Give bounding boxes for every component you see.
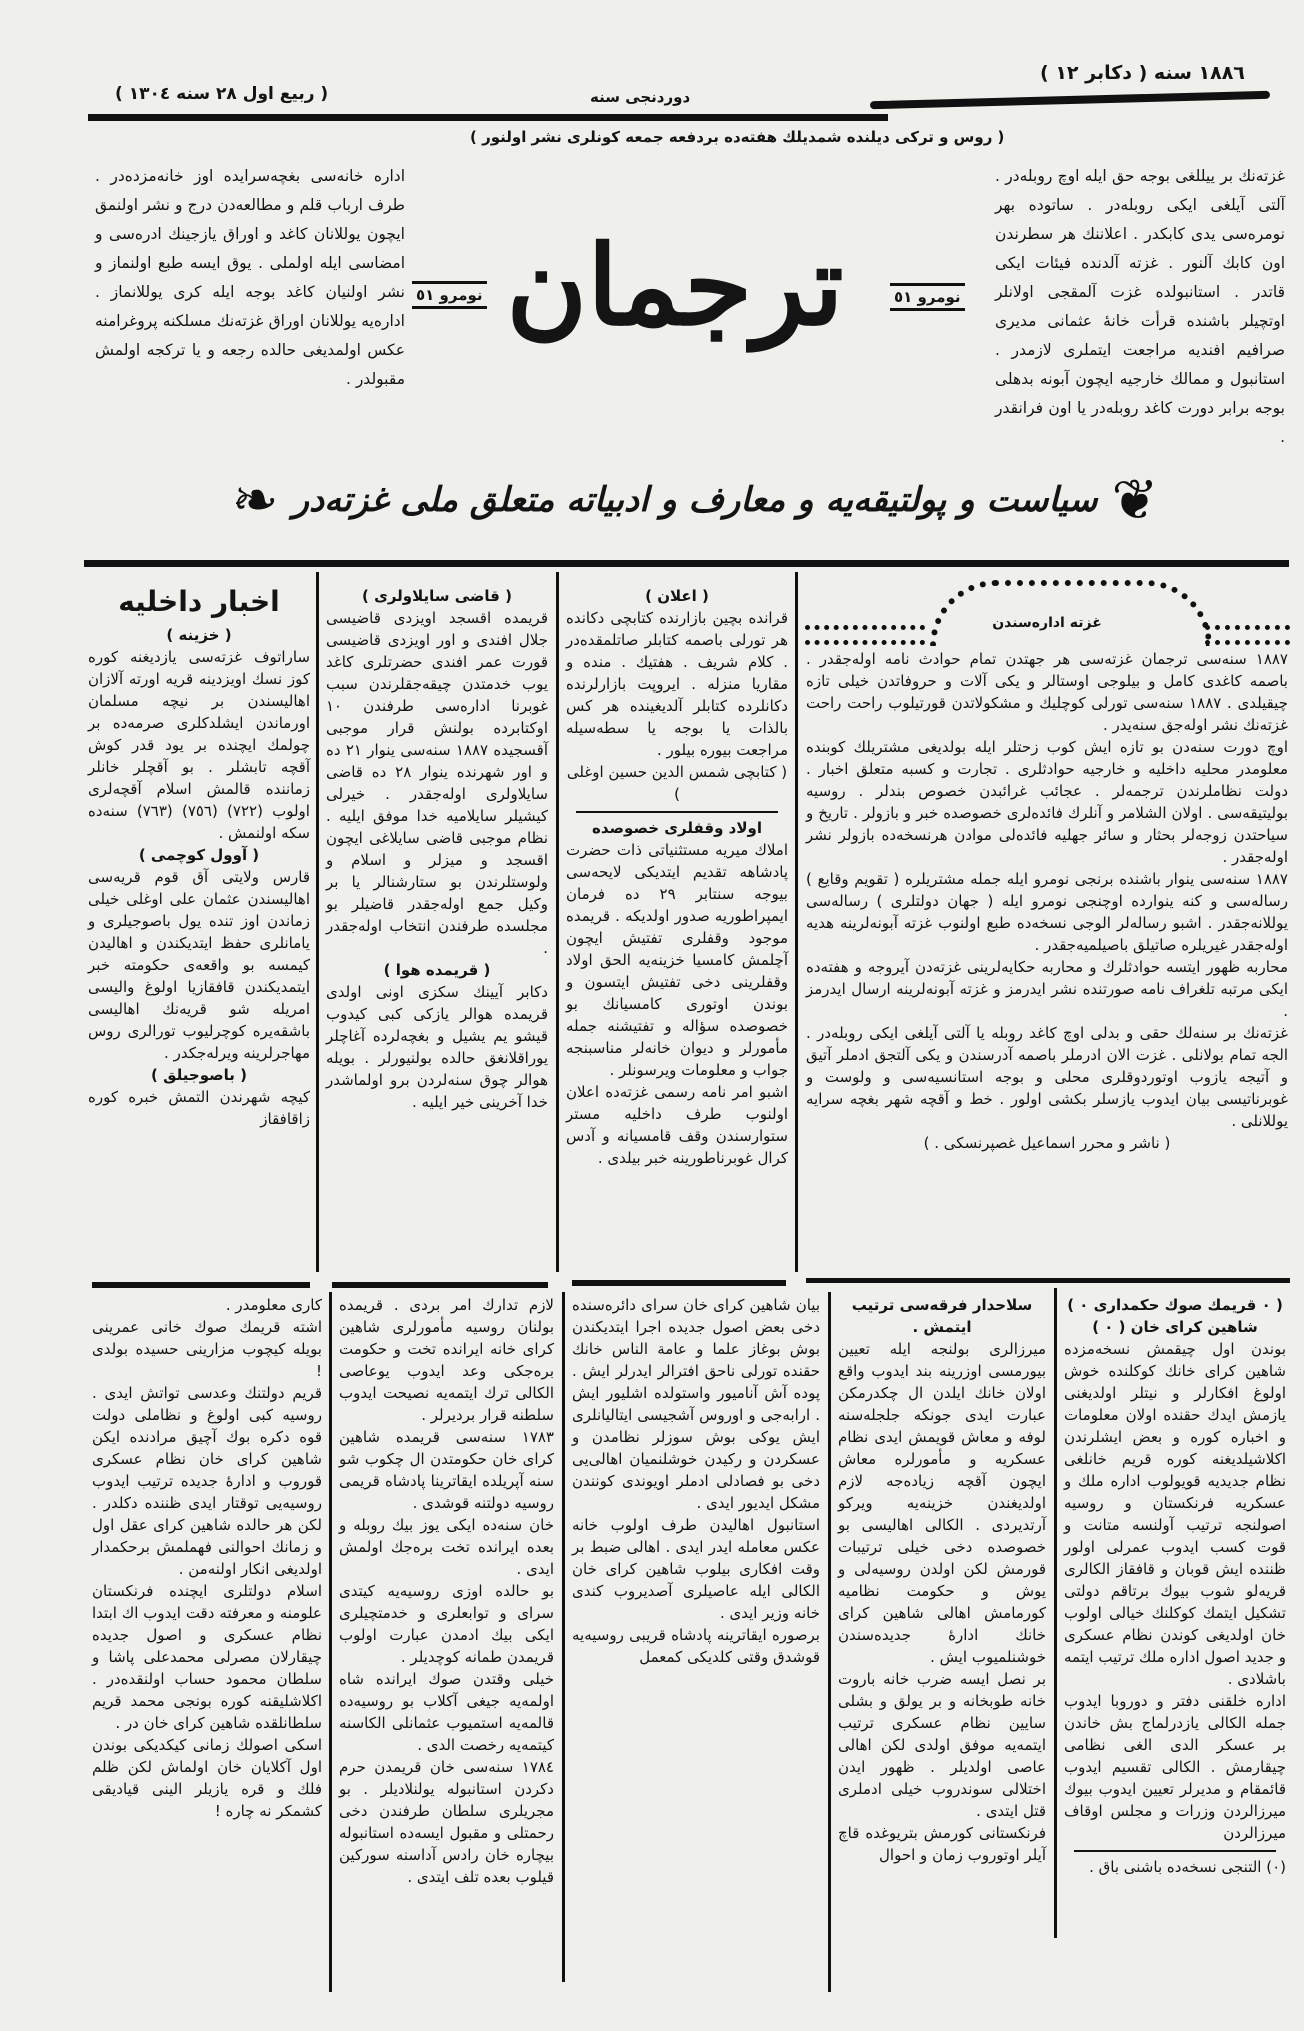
header-rule [88,114,888,121]
section-heading: ( ٠ قریمك صوك حکمداری ٠ ) [1067,1296,1283,1314]
article-paragraph: بوندن اول چیقمش نسخه‌مزده شاهین کرای خانك کوکلنده خوش اولوغ افکارلر و نیتلر اولدیغنی یازمش ایدك حقنده اولان معلومات و اخباره کوره و بعض ایشلرندن اکلاشیلدیغنه کوره قریم خانلغی نظام جدیدیه قویولوب اداره ملك و عسکریه فرنکستان و روسیه اصولنجه ترتیب آولنسه متانت و قوت کسب ایدوب عمرلی اولور ظننده ایش قوبان و قافقاز الکالری قریه‌لو شوب بیوك برتاقم دولتی تشکیل ایتمك کوکلنك خیالی اولوب خان اولدیغی کوندن نظام عسکری و جدید اصول اداره ملك ترتیب ایتمه باشلادی . [1064,1340,1286,1688]
left-info-box [95,162,405,394]
gregorian-date: ١٨٨٦ سنه ( دکابر ١٢ ) [1040,62,1245,84]
hijri-date: ( ربیع اول ٢٨ سنه ١٣٠٤ ) [115,84,329,104]
year-label: دوردنجی سنه [590,88,691,106]
column-announcement [566,585,788,1169]
paragraph-list [1064,1338,1286,1844]
masthead-rule [84,560,1289,567]
footnote-rule [1074,1850,1276,1852]
article-paragraph: خیلی وقتدن صوك ایرانده شاه اولمه‌یه جیغی آکلاب بو روسیه‌ده قالمه‌یه استمیوب عثمانلی الکاسنه کیتمه‌یه رخصت الدی . [339,1670,554,1754]
article-paragraph: برصوره ایقاترینه پادشاه قریبی روسیه‌یه قوشدق وقتی کلدیکی کمعمل [572,1626,820,1666]
divider [576,811,778,813]
article-paragraph: خان سنه‌ده ایکی یوز بیك روبله و بعده ایرانده تخت بره‌جك اولمش ایدی . [339,1516,554,1578]
newspaper-title: ترجمان [506,220,844,350]
issue-number-left: نومرو ٥١ [412,281,487,309]
article-paragraph: ١٧٨٣ سنه‌سی قریمده شاهین کرای خان حکومتدن ال چکوب شو سنه آپریلده ایقاترینا پادشاه قریمی روسیه دولتنه قوشدی . [339,1428,554,1512]
left-info-text: اداره خانه‌سی بغچه‌سرایده اوز خانه‌مزده‌در . طرف ارباب قلم و مطالعه‌دن درج و نشر اولنمق ایچون یوللانان کاغد و اوراق یازجینك ادره‌سی و امضاسی ایله اولملی . یوق ایسه طبع اولنماز و نشر اولنیان کاغد بوجه ایله کری یوللانماز . اداره‌یه یوللانان اوراق غزته‌نك مسلکنه پروغرامنه عکس اولمدیغی حالده رجعه و یا ترکجه اولمش مقبولدر . [95,167,405,388]
section-rule [332,1282,548,1288]
column-divider [828,1292,831,1992]
footnote: (٠) التنجی نسخه‌ده باشنی باق . [1089,1858,1286,1876]
article-paragraph: ١٨٨٧ سنه‌سی ینوار باشنده برنجی نومرو ایله جمله مشتریلره ( تقویم وقایع ) رساله‌سی و کنه ینوارده اوچنجی نومرو ایله ( جهان دولتلری ) رساله‌سی یوللانه‌جقدر . اشبو رساله‌لر الوجی نسخه‌ده طبع اولنوب غزته آبونه‌لرینه هدیه اوله‌جقدر غیریلره صاتیلق باصیلمیه‌جقدر . [806,870,1288,954]
subheading: ( خزینه ) [166,626,232,644]
section-heading: ( قاضی سایلاولری ) [362,587,512,605]
article-paragraph: محاربه ظهور ایتسه حوادثلرك و محاربه حکایه‌لرینی غزته‌دن آیروجه و هفته‌ده ایکی مرتبه تلغراف نامه صورتنده نشر ایدرمز و غزته آبونه‌لرینه ارسال ایدرمز . [806,958,1288,1020]
article-paragraph: اشبو امر نامه رسمی غزته‌ده اعلان اولنوب طرف داخلیه مستر ستوارسندن وقف قامسیانه و آدس کرال غوبرناطورینه خبر بیلدی . [566,1083,788,1167]
column-divider [795,572,798,1272]
column-divider [562,1292,565,1982]
column-lower-c [572,1294,820,1668]
article-paragraph: اشته قریمك صوك خانی عمرینی بویله کیچوب مزارینی حسیده بولدی ! [92,1318,322,1380]
section-rule [806,1278,1290,1283]
section-rule [572,1280,786,1286]
article-paragraph: قارس ولایتی آق قوم قریه‌سی اهالیسندن عثمان علی اوغلی خیلی زماندن اوز تنده یول باصوجیلری و یامانلری حفظ ایتدیکندن و اهالیدن کیمسه بو واقعه‌ی حکومته خبر ایتمدیکندن قافقازیا اولوغ والیسی امریله شو قریه‌نك اهالیسی باشقه‌یره کوچرلیوب تورالری روس مهاجرلرینه ویرله‌جکدر . [88,868,310,1062]
paragraph-list [806,648,1288,1132]
column-lower-d [339,1294,554,1888]
paragraph-list [92,1294,322,1822]
section-heading: ( قریمده هوا ) [383,961,491,979]
section-heading: غزته اداره‌سندن [992,615,1102,631]
publisher-signature: ( ناشر و محرر اسماعیل غصپرنسکی . ) [923,1134,1171,1152]
article-paragraph: قریم دولتنك وعدسی تواتش ایدی . روسیه کبی اولوغ و نظاملی دولت قوه دکره بوك آچیق مرادنده ایکن شاهین کرای خان نظام عسکری قوروب و ادارهٔ جدیده ترتیب ایدوب روسیه‌یی توقتار ایدی ظننده دکلدر . لکن هر حالده شاهین کرای عقل اول و زمانك احوالنی فهملمش برحکمدار اولدیغی انکار اولنه‌من . [92,1384,322,1578]
right-info-box [995,162,1285,452]
header-rule-right [870,91,1270,109]
article-paragraph: قریمده اقسجد اویزدی قاضیسی جلال افندی و اور اویزدی قاضیسی قورت عمر افندی حضرتلری کاغد یوب خدمتدن چیقه‌جقلرندن سبب غوبرنا اداره‌سی طرفندن ١٠ اوکتابرده بولنش قرار موجبی آقسجیده ١٨٨٧ سنه‌سی ینوار ٢١ ده و اور شهرنده ینوار ٢٨ ده قاضی سایلاولری اوله‌جقدر . خیرلی کیشیلر سایلامیه خدا موفق ایلیه . نظام موجبی قاضی سایلاغی ایچون اقسجد و میزلر و اسلام و ولوستلرندن بو ستارشنالر یا بر وکیل جمع اوله‌جقدر قاضیلر بو مجلسده طرفندن انتخاب اوله‌جقدر . [326,609,549,957]
section-heading: ( اعلان ) [645,587,709,605]
article-paragraph: بو حالده اوزی روسیه‌یه کیتدی سرای و توابعلری و خدمتچیلری ایکی بیك ادمدن عبارت اولوب قریمدن طمانه کوچدیلر . [339,1582,554,1666]
article-paragraph: ١٨٨٧ سنه‌سی ترجمان غزته‌سی هر جهتدن تمام حوادث نامه اوله‌جقدر . باصمه کاغدی کامل و بیلوجی اوستالر و یکی آلات و حروفاتدن خیلی تازه چیقیلدی . ١٨٨٧ سنه‌سی تورلی کوچلیك و مشکولاتدن قورتیلوب راحت راحت غزته‌نك نشر اوله‌جق سنه‌یدر . [806,650,1288,734]
article-paragraph: ساراتوف غزته‌سی یازدیغنه کوره کوز نسك اویزدینه قریه اورته آلازان اهالیسندن بر نیچه مسلمان اورماندن ایشلدکلری صرمه‌ده بر چولمك ایچنده بر یود قدر کوش آقچه تابشلر . بو آقچلر خانلر زماننده قالمش اسلام آقچه‌لری اولوب (٧٢٢) (٧٥٦) (٧٦٣) سنه‌ده سکه اولنمش . [88,648,310,842]
article-paragraph: میرزالری بولنجه ایله تعیین بیورمسی اوزرینه بند ایدوب واقع اولان خانك ایلدن ال چکدرمکن عبارت ایدی جونکه جلجله‌سنه لوفه و معاش قویمش ایدی نظام عسکریه و مأمورلره معاش ایچون آقچه زیاده‌جه لازم اولدیغندن خزینه‌یه ویرکو آرتدیردی . الکالی اهالیسی بو خصوصده دخی خیلی ترتیبات قورمش لکن اولدن روسیه‌لی و یوش و حکومت نظامیه کورمامش اهالی شاهین کرای خانك ادارهٔ جدیده‌سندن خوشنلمیوب ایش . [838,1340,1046,1666]
article-paragraph: بیان شاهین کرای خان سرای دائره‌سنده دخی بعض اصول جدیده اجرا ایتدیکندن بوش بوغاز علما و عامة الناس خانك حقنده تورلی ناحق افترالر ایدرلر ایش . پوده آش آنامیور واستولده اشلیور ایش . ارابه‌جی و اوروس آشجیسی ایتالیانلری ایش یوکی بوش سوزلر نظامدن و عسکردن و رکیدن خوشلنمیان اهالی‌یی دخی بو فصادلی ادملر اویوندی کونندن مشکل ایدیور ایدی . [572,1296,820,1512]
subheading: ( باصوجیلق ) [151,1066,247,1084]
article-paragraph: استانبول اهالیدن طرف اولوب خانه عکس معامله ایدر ایدی . اهالی ضبط بر وقت افکاری بیلوب شاهین کرای خان الکالی ایله عاصیلری آصدیروب کندی خانه وزیر ایدی . [572,1516,820,1622]
article-paragraph: اسلام دولتلری ایچنده فرنکستان علومنه و معرفته دقت ایدوب اك ابتدا نظام عسکری و اصول جدیده چیقارلان مصرلی محمدعلی پاشا و سلطان محمود حساب اولنقده‌در . اکلاشلیقنه کوره بونجی محمد قریم سلطانلقده شاهین کرای خان در . [92,1582,322,1732]
paragraph-list [572,1294,820,1668]
tagline-banner [170,460,1220,540]
subtitle: ( روس و ترکی دیلنده شمدیلك هفته‌ده بردفعه جمعه کونلری نشر اولنور ) [470,128,1005,146]
subheading: ( آوول کوچمی ) [138,846,260,864]
article-paragraph: بر نصل ایسه ضرب خانه باروت خانه طوبخانه و بر یولق و بشلی سایین نظام عسکری ترتیب ایتمه‌یه موفق اولدی لکن اهالی عاصی اولدیلر . ظهور ایدن اختلالی سوندروب خیلی ادملری قتل ایتدی . [838,1670,1046,1820]
column-kadi-elections [326,585,548,1113]
article-paragraph: اوچ دورت سنه‌دن بو تازه ایش کوب زحتلر ایله بولدیغی مشتریلك کوبنده معلومدر محلیه داخلیه و خارجیه حوادثلری . تجارت و کسبه متعلق اخبار . دولت نظاملرندن ترجمه‌لر . عجائب غرائبدن خصوص بندلر . روسیه بولیتیقه‌سی . اولان الشلامر و آنلرك فائده‌لری خصوصده خبر و بازولر . تاریخ و سیاحتدن زوجه‌لر بحثار و سائر جهلیه فائده‌لی موادن هرنسخه‌ده بازولر نشر اوله‌جقدر . [806,738,1288,866]
column-last-ruler [1064,1294,1286,1878]
column-domestic-news [88,580,310,1130]
article-paragraph: کیچه شهرندن التمش خبره کوره زاقافقاز [88,1088,310,1128]
column-divider [316,572,319,1272]
paragraph-list [339,1294,554,1888]
article-paragraph: لازم تدارك امر بردی . قریمده بولنان روسیه مأمورلری شاهین کرای خانه ایرانده تخت و حکومت بره‌جکی وعد ایدوب یوعاصی الکالی ترك ایتمه‌یه نصیحت ایدوب سلطنه قرار بردیرلر . [339,1296,554,1424]
article-paragraph: کاری معلومدر . [225,1296,322,1314]
column-lower-b [838,1294,1046,1866]
subheading: شاهین کرای خان ( ٠ ) [1092,1318,1258,1336]
paragraph-list [838,1338,1046,1866]
section-heading: سلاحدار فرقه‌سی ترتیب ایتمش . [851,1296,1033,1336]
column-divider [329,1292,332,1992]
article-paragraph: غزته‌نك بر سنه‌لك حقی و بدلی اوچ کاغد روبله یا آلتی آیلغی ایکی روبله‌در . الجه تمام بولانلی . غزت الان ادرملر باصمه آدرسندن و یکی آلتجق ادملر آتیق و آتیجه یازوب اوتوردوقلری محلی و بوجه استانسیه‌سی و ولوست و غوبرناتیسی بیان ایدوب یازسلر بکشی اولور . خط و آقچه شهر بغچه سرایه یوللانلی . [806,1024,1288,1130]
ornament-icon: ❦ [1111,467,1159,533]
column-lower-e [92,1294,322,1822]
ad-text: قرانده بچین بازارنده کتابچی دکانده هر تورلی باصمه کتابلر صاتلمقده‌در . کلام شریف . هفتیك . منده و مقاریا منزله . ایروپت بازارلرنده دکانلرده کتابلر آلدیغینده هر کس بالذات یا بوجه یا سطه‌سیله مراجعت بیوره بیلور . [566,609,788,759]
section-heading: اولاد وقفلری خصوصده [592,819,762,837]
column-divider [556,572,559,1272]
article-paragraph: دکابر آیینك سکزی اونی اولدی قریمده هوالر یازکی کبی کیدوب قیشو یم یشیل و بغچه‌لرده آغاچلر یوراقلانغق حالده بولنیورلر . بویله هوالر چوق سنه‌لردن برو اولماشدر خدا آخرینی خیر ایلیه . [326,983,548,1111]
section-heading: اخبار داخلیه [118,585,280,618]
article-paragraph: اداره خلقنی دفتر و دوروبا ایدوب جمله الکالی یازدرلماج بش خاندن بر عسکر الدی الغی نظامی چیقارمش . الکالی تقسیم ایدوب قائمقام و مدیرلر تعیین ایدوب بیوك میرزالردن وزرات و مجلس اوقاف میرزالردن [1064,1692,1286,1842]
paragraph-list [566,839,788,1169]
article-paragraph: ١٧٨٤ سنه‌سی خان قریمدن حرم دکردن استانبوله یولنلادیلر . بو مجریلری سلطان طرفندن دخی رحمتلی و مقبول ایسه‌ده استانبوله بیچاره خان رادس آداسنه سورکین قیلوب بعده تلف ایتدی . [339,1758,554,1886]
ornament-icon: ❧ [231,467,279,533]
right-info-text: غزته‌نك بر ییللغی بوجه حق ایله اوچ روبله‌در . آلتی آیلغی ایکی روبله‌در . ساتوده بهر نومره‌سی یدی کابکدر . اعلاننك هر سطرندن اون کابك آلنور . غزته آلدنده فیئات ایکی قاتدر . استانبولده غزت آلمقجی اولانلر اوتچیلر باشنده قرأت خانهٔ عثمانی مدیری صرافیم افندیه مراجعت ایتملری لازمدر . استانبول و ممالك خارجیه ایچون آبونه بدهلی بوجه برابر دورت کاغد روبله‌در یا اون فرانقدر . [995,167,1285,446]
column-administration [806,612,1288,1154]
issue-number-right: نومرو ٥١ [890,283,965,311]
article-paragraph: فرنکستانی کورمش بتریوغده قاچ آیلر اوتوروب زمان و احوال [838,1824,1046,1864]
ad-signature: ( کتابچی شمس الدین حسین اوغلی ) [566,763,788,803]
tagline: سیاست و پولتیقه‌یه و معارف و ادبیاته متعلق ملی غزته‌در [292,480,1098,520]
article-paragraph: اسکی اصولك زمانی کیکدیکی بوندن اول آکلایان خان اولماش لکن ظلم فلك و قره یازیلر الینی قیادیقی کشمکر نه چاره ! [92,1736,322,1820]
column-divider [1054,1288,1057,1938]
article-paragraph: املاك میریه مستثنیاتی ذات حضرت پادشاهه تقدیم ایتدیکی لایحه‌سی بیوجه سنتابر ٢٩ ده فرمان ایمپراطوریه صدور اولدیکه . قریمده موجود وقفلری تفتیش ایچون آچلمش کامسیا خزینه‌یه الحق اولاد وقفلرینی دخی تفتیش ایتسون و بوندن اوتوری کامسیانك بو خصوصده سؤاله و تفتیشنه جمله مأمورلر و دیوان خانه‌لر مناسبنجه جواب و معلومات ویرسونلر . [566,841,788,1079]
section-rule [92,1282,310,1288]
